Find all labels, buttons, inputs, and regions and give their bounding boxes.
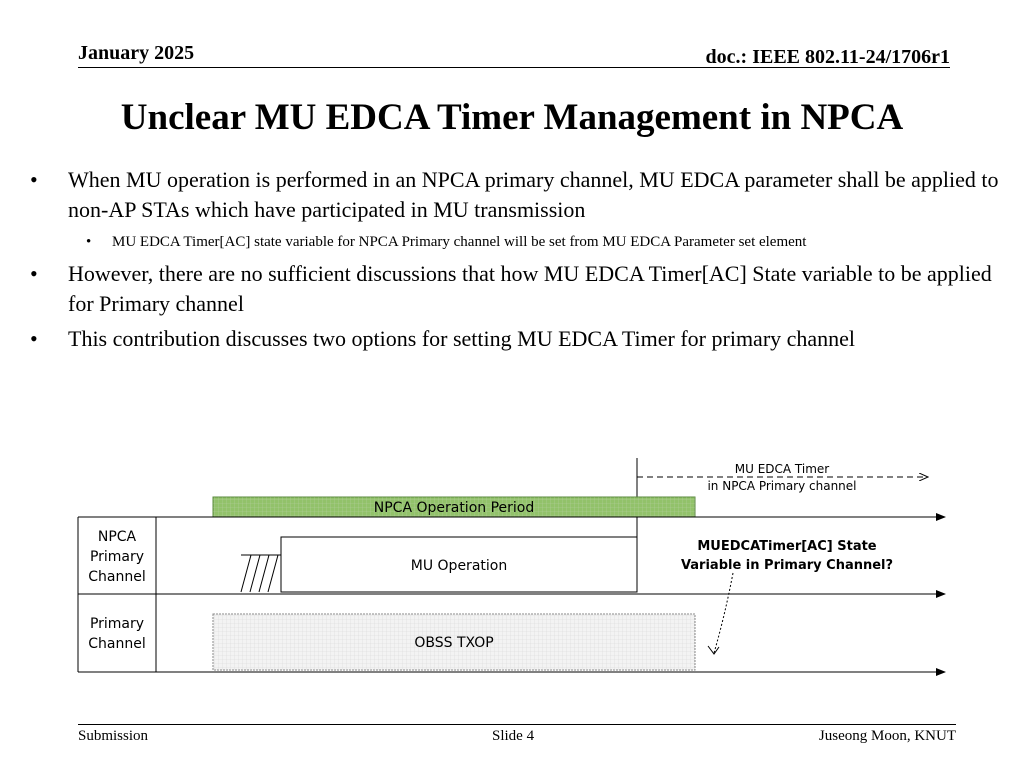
footer-slide-number: Slide 4 xyxy=(492,728,535,744)
bullet-item xyxy=(30,324,1000,354)
question-pointer-line xyxy=(714,573,733,653)
bullet-text: When MU operation is performed in an NPCA primary channel, MU EDCA parameter shall be applied to non-AP STAs which have participated in MU transmission xyxy=(68,167,999,222)
bullet-marker: • xyxy=(30,261,38,286)
npca-period-label: NPCA Operation Period xyxy=(373,500,535,516)
header-date: January 2025 xyxy=(78,42,195,64)
row1-label-3: Channel xyxy=(88,569,146,585)
bullet-marker: • xyxy=(30,167,38,192)
bullet-item xyxy=(30,165,1000,225)
slide-title: Unclear MU EDCA Timer Management in NPCA xyxy=(120,97,904,138)
row1-label-1: NPCA xyxy=(97,529,137,545)
question-line-1: MUEDCATimer[AC] State xyxy=(697,539,877,554)
bullet-item xyxy=(30,259,1000,319)
sub-bullet-item xyxy=(30,230,1000,254)
npca-timing-diagram xyxy=(70,455,960,685)
mu-operation-label: MU Operation xyxy=(410,558,508,574)
row2-label-1: Primary xyxy=(89,616,145,632)
bullet-text: This contribution discusses two options for setting MU EDCA Timer for primary channel xyxy=(68,326,856,351)
footer-rule xyxy=(78,724,956,725)
row1-label-2: Primary xyxy=(89,549,145,565)
timer-label-2: in NPCA Primary channel xyxy=(707,479,857,493)
question-line-2: Variable in Primary Channel? xyxy=(680,558,894,573)
row2-label-2: Channel xyxy=(88,636,146,652)
header-rule xyxy=(78,67,950,68)
header-doc-id: doc.: IEEE 802.11-24/1706r1 xyxy=(705,46,950,68)
question-pointer-arrowhead xyxy=(708,646,719,654)
footer-author: Juseong Moon, KNUT xyxy=(818,728,956,744)
bullet-marker: • xyxy=(30,326,38,351)
contention-slots xyxy=(241,555,281,592)
footer-submission: Submission xyxy=(78,728,149,744)
obss-txop-label: OBSS TXOP xyxy=(414,635,494,651)
bullet-text: However, there are no sufficient discussions that how MU EDCA Timer[AC] State variable to be applied for Primary channel xyxy=(68,261,992,316)
timer-label-1: MU EDCA Timer xyxy=(734,462,830,476)
sub-bullet-text: MU EDCA Timer[AC] state variable for NPCA Primary channel will be set from MU EDCA Parameter set element xyxy=(112,234,807,250)
timing-diagram-svg xyxy=(70,455,960,685)
bullet-list xyxy=(30,165,1000,359)
bullet-marker: • xyxy=(86,234,92,250)
